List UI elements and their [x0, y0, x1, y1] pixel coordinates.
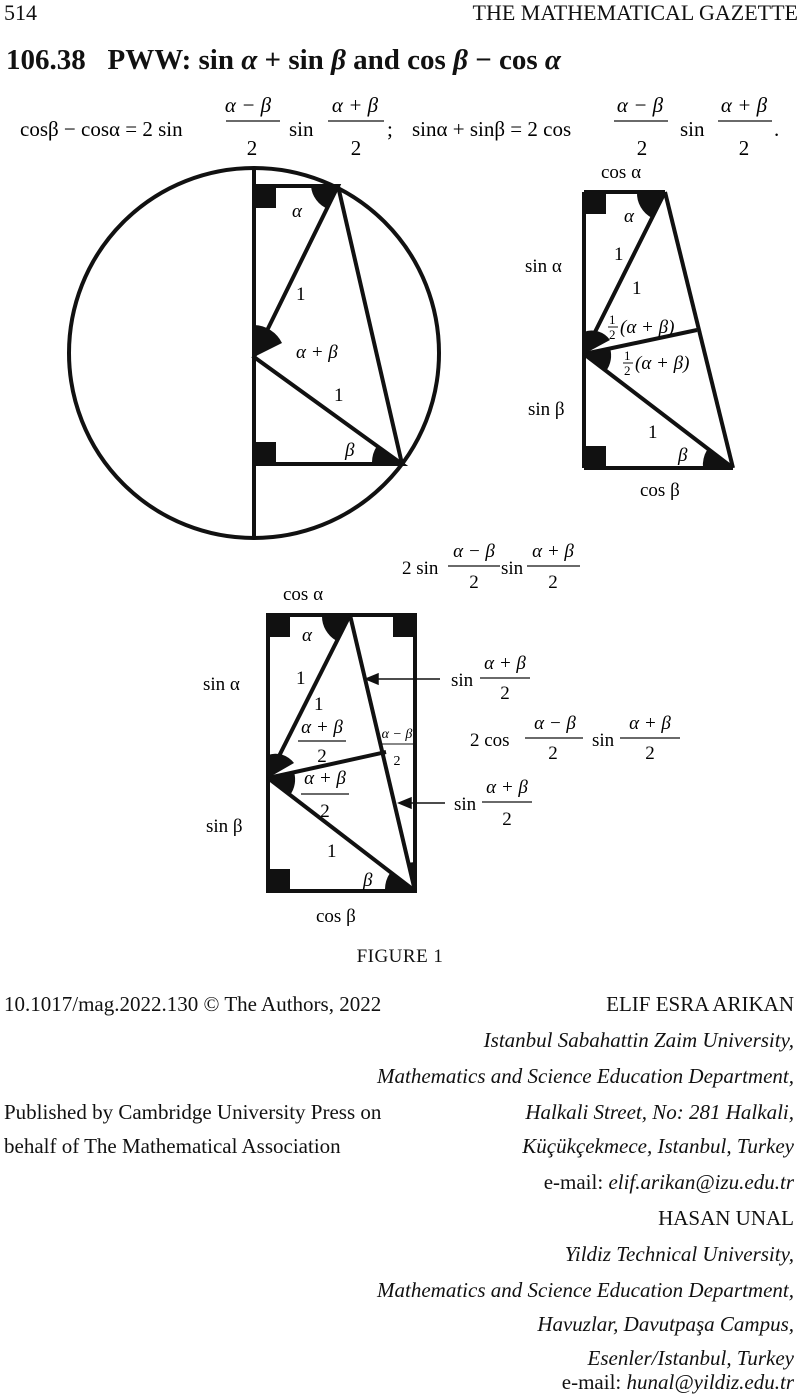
- svg-text:α + β: α + β: [532, 541, 574, 562]
- running-header: THE MATHEMATICAL GAZETTE: [472, 0, 798, 25]
- svg-text:α − β: α − β: [616, 93, 664, 117]
- doi-line: 10.1017/mag.2022.130 © The Authors, 2022: [4, 992, 382, 1016]
- svg-text:2: 2: [350, 136, 362, 160]
- author-city: Esenler/Istanbul, Turkey: [587, 1346, 794, 1370]
- svg-text:1: 1: [314, 694, 324, 715]
- svg-text:2: 2: [636, 136, 648, 160]
- author-affiliation: Yildiz Technical University,: [564, 1242, 794, 1266]
- svg-text:α + β: α + β: [484, 653, 526, 674]
- svg-text:α: α: [624, 206, 634, 227]
- svg-text:2: 2: [500, 683, 510, 704]
- svg-text:cos β: cos β: [316, 906, 356, 927]
- page-number: 514: [4, 0, 37, 25]
- svg-text:α + β: α + β: [486, 777, 528, 798]
- author-department: Mathematics and Science Education Department,: [377, 1278, 794, 1302]
- publisher-line-2: behalf of The Mathematical Association: [4, 1134, 341, 1158]
- rectangle-figure: [268, 615, 415, 891]
- svg-text:1: 1: [614, 244, 624, 265]
- svg-text:2: 2: [317, 746, 327, 767]
- svg-text:2: 2: [469, 572, 479, 593]
- svg-text:1: 1: [632, 278, 642, 299]
- circle-figure-marks: [254, 186, 402, 464]
- svg-text:β: β: [345, 440, 355, 461]
- svg-text:α − β: α − β: [534, 713, 576, 734]
- author-name: ELIF ESRA ARIKAN: [606, 992, 794, 1016]
- author-email: e-mail: elif.arikan@izu.edu.tr: [543, 1170, 794, 1194]
- email-link[interactable]: elif.arikan@izu.edu.tr: [608, 1170, 794, 1194]
- svg-text:cos β: cos β: [640, 480, 680, 501]
- svg-text:α + β: α + β: [629, 713, 671, 734]
- svg-text:α + β: α + β: [296, 342, 338, 363]
- figure-caption: FIGURE 1: [356, 946, 444, 967]
- svg-text:sin: sin: [451, 670, 474, 691]
- svg-text:sin β: sin β: [528, 399, 565, 420]
- svg-text:α + β: α + β: [301, 717, 343, 738]
- svg-text:sin: sin: [592, 730, 615, 751]
- svg-text:α: α: [292, 201, 302, 222]
- svg-text:sin: sin: [680, 117, 705, 141]
- svg-text:1: 1: [648, 422, 658, 443]
- svg-text:2: 2: [624, 363, 631, 378]
- svg-text:sin: sin: [289, 117, 314, 141]
- rectangle-side-formulas: [451, 653, 680, 830]
- author-name: HASAN UNAL: [658, 1206, 794, 1230]
- svg-text:sinα + sinβ = 2 cos: sinα + sinβ = 2 cos: [412, 117, 572, 141]
- svg-text:(α + β): (α + β): [635, 353, 690, 374]
- svg-text:1: 1: [296, 668, 306, 689]
- svg-text:sin α: sin α: [525, 256, 562, 277]
- svg-text:α + β: α + β: [331, 93, 379, 117]
- rectangle-top-formula: [402, 541, 580, 593]
- svg-text:α: α: [302, 625, 312, 646]
- svg-text:1: 1: [327, 841, 337, 862]
- svg-text:sin: sin: [454, 794, 477, 815]
- author-address: Halkali Street, No: 281 Halkali,: [525, 1100, 794, 1124]
- svg-text:sin α: sin α: [203, 674, 240, 695]
- author-department: Mathematics and Science Education Department,: [377, 1064, 794, 1088]
- svg-text:2: 2: [645, 743, 655, 764]
- trapezoid-labels: [525, 162, 689, 501]
- svg-text:α + β: α + β: [304, 768, 346, 789]
- svg-text:2: 2: [609, 327, 616, 342]
- svg-text:sin: sin: [501, 558, 524, 579]
- author-city: Küçükçekmece, Istanbul, Turkey: [522, 1134, 794, 1158]
- svg-text:α − β: α − β: [224, 93, 272, 117]
- svg-text:2: 2: [320, 801, 330, 822]
- svg-text:1: 1: [609, 312, 616, 327]
- svg-text:1: 1: [624, 348, 631, 363]
- svg-text:α − β: α − β: [453, 541, 495, 562]
- svg-text:2: 2: [502, 809, 512, 830]
- author-address: Havuzlar, Davutpaşa Campus,: [537, 1312, 794, 1336]
- svg-text:2: 2: [548, 572, 558, 593]
- identity-formula: [20, 93, 779, 160]
- svg-text:2 sin: 2 sin: [402, 558, 439, 579]
- svg-text:1: 1: [334, 385, 344, 406]
- svg-text:.: .: [774, 117, 780, 141]
- author-email: e-mail: hunal@yildiz.edu.tr: [561, 1370, 794, 1394]
- svg-text:2: 2: [246, 136, 258, 160]
- article-title: 106.38 PWW: sin α + sin β and cos β − cos α: [6, 44, 561, 76]
- svg-text:2: 2: [548, 743, 558, 764]
- svg-text:α + β: α + β: [720, 93, 768, 117]
- svg-text:cos α: cos α: [283, 584, 324, 605]
- rectangle-marks: [268, 615, 415, 891]
- publisher-line-1: Published by Cambridge University Press on: [4, 1100, 382, 1124]
- svg-text:2: 2: [738, 136, 750, 160]
- svg-text:β: β: [678, 445, 688, 466]
- email-link[interactable]: hunal@yildiz.edu.tr: [626, 1370, 794, 1394]
- svg-text:1: 1: [296, 284, 306, 305]
- article-number: 106.38: [6, 44, 86, 76]
- svg-text:cos α: cos α: [601, 162, 642, 183]
- svg-text:α − β: α − β: [381, 727, 413, 742]
- author-affiliation: Istanbul Sabahattin Zaim University,: [483, 1028, 794, 1052]
- svg-text:(α + β): (α + β): [620, 317, 675, 338]
- svg-text:β: β: [363, 870, 373, 891]
- svg-text:;: ;: [387, 117, 393, 141]
- svg-text:sin β: sin β: [206, 816, 243, 837]
- svg-text:cosβ − cosα = 2 sin: cosβ − cosα = 2 sin: [20, 117, 183, 141]
- svg-text:2: 2: [393, 754, 401, 769]
- svg-text:2 cos: 2 cos: [470, 730, 510, 751]
